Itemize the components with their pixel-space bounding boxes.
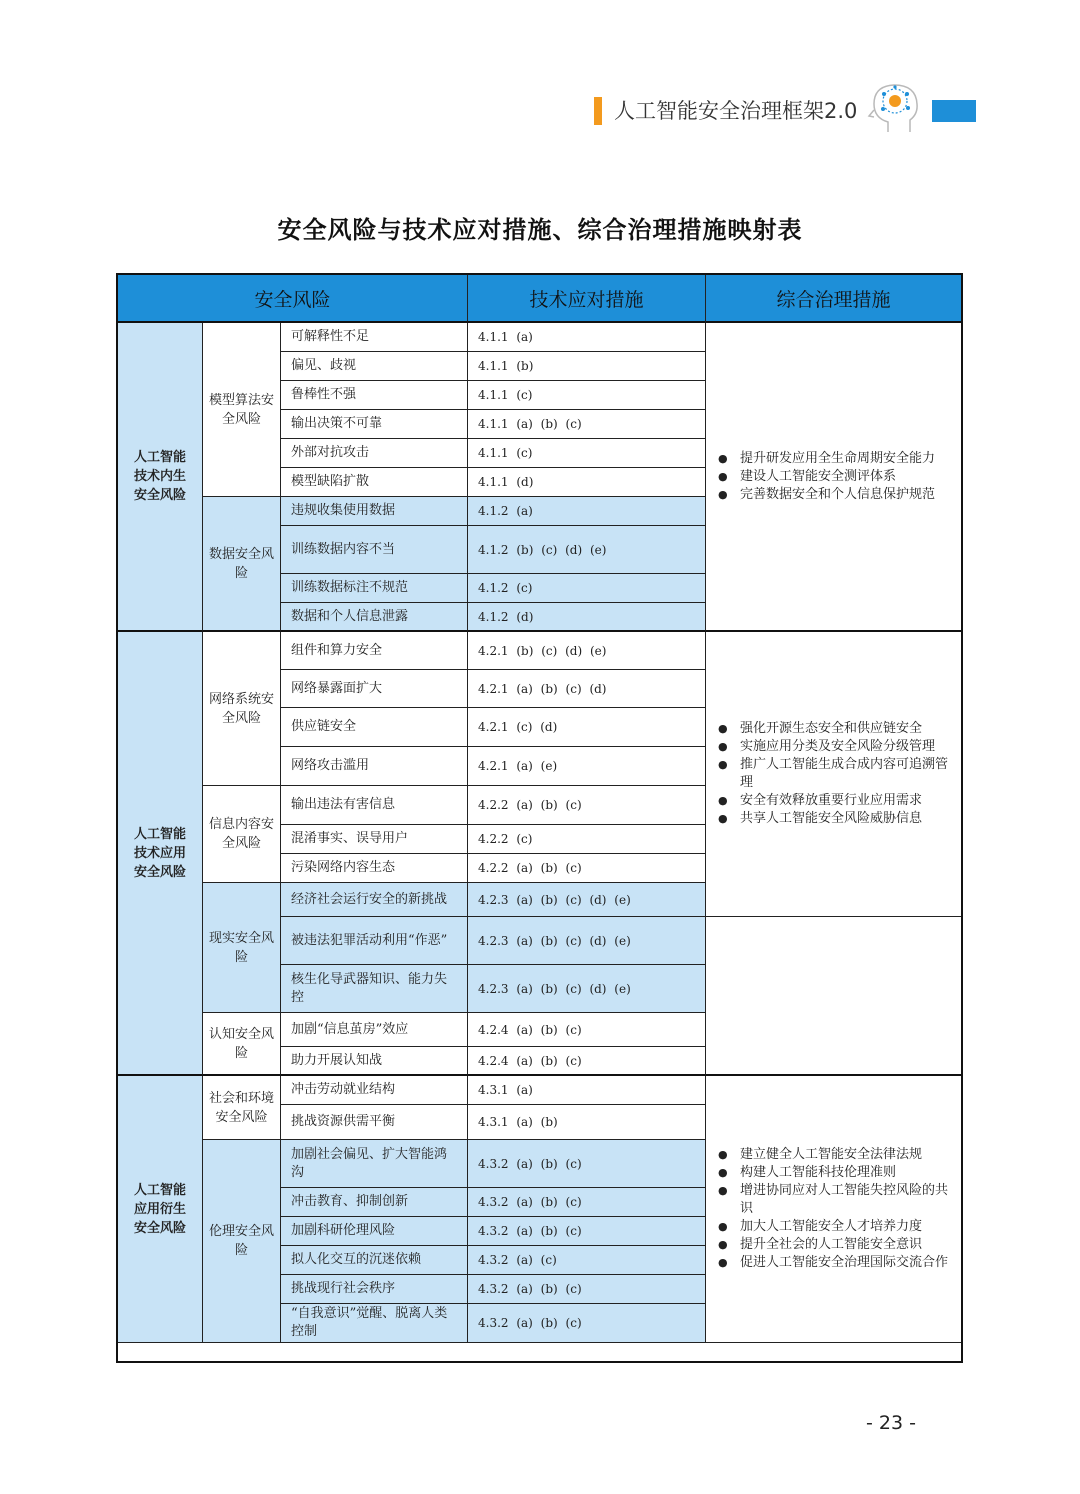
- measure-cell: 4.2.3 (a) (b) (c) (d) (e): [468, 917, 706, 965]
- governance-list: [718, 1146, 955, 1272]
- measure-cell: 4.3.2 (a) (b) (c): [468, 1188, 706, 1217]
- governance-item: ● 促进人工智能安全治理国际交流合作: [718, 1254, 955, 1272]
- mapping-table: [116, 273, 963, 1363]
- column-header-risk: 安全风险: [118, 275, 468, 323]
- governance-item: ● 增进协同应对人工智能失控风险的共识: [718, 1182, 955, 1218]
- category-cell: 人工智能技术应用安全风险: [118, 632, 203, 1076]
- document-title: 安全风险与技术应对措施、综合治理措施映射表: [277, 216, 803, 244]
- measure-cell: 4.1.1 (a) (b) (c): [468, 410, 706, 439]
- subcategory-cell: 模型算法安全风险: [203, 323, 281, 497]
- measure-cell: 4.3.2 (a) (b) (c): [468, 1304, 706, 1343]
- measure-cell: 4.2.2 (c): [468, 825, 706, 854]
- governance-item: ● 共享人工智能安全风险威胁信息: [718, 810, 955, 828]
- risk-cell: 被违法犯罪活动利用“作恶”: [281, 917, 468, 965]
- risk-cell: 组件和算力安全: [281, 632, 468, 670]
- measure-cell: 4.3.2 (a) (b) (c): [468, 1217, 706, 1246]
- header-blue-block: [932, 100, 976, 122]
- risk-cell: 冲击劳动就业结构: [281, 1076, 468, 1105]
- governance-item: ● 构建人工智能科技伦理准则: [718, 1164, 955, 1182]
- risk-cell: 网络攻击滥用: [281, 747, 468, 786]
- risk-cell: 拟人化交互的沉迷依赖: [281, 1246, 468, 1275]
- column-header-tech-measures: 技术应对措施: [468, 275, 706, 323]
- measure-cell: 4.3.1 (a): [468, 1076, 706, 1105]
- risk-cell: 污染网络内容生态: [281, 854, 468, 883]
- brain-head-icon: [866, 80, 924, 136]
- subcategory-cell: 社会和环境安全风险: [203, 1076, 281, 1140]
- measure-cell: 4.2.2 (a) (b) (c): [468, 786, 706, 825]
- governance-item: ● 提升研发应用全生命周期安全能力: [718, 450, 935, 468]
- measure-cell: 4.3.2 (a) (c): [468, 1246, 706, 1275]
- measure-cell: 4.1.1 (d): [468, 468, 706, 497]
- measure-cell: 4.2.1 (c) (d): [468, 708, 706, 747]
- subcategory-cell: 信息内容安全风险: [203, 786, 281, 883]
- governance-item: ● 实施应用分类及安全风险分级管理: [718, 738, 955, 756]
- risk-cell: 加剧科研伦理风险: [281, 1217, 468, 1246]
- measure-cell: 4.3.1 (a) (b): [468, 1105, 706, 1140]
- governance-list: [718, 450, 935, 504]
- risk-cell: 挑战资源供需平衡: [281, 1105, 468, 1140]
- risk-cell: 违规收集使用数据: [281, 497, 468, 526]
- subcategory-cell: 伦理安全风险: [203, 1140, 281, 1343]
- risk-cell: 偏见、歧视: [281, 352, 468, 381]
- measure-cell: 4.1.1 (b): [468, 352, 706, 381]
- risk-cell: 冲击教育、抑制创新: [281, 1188, 468, 1217]
- measure-cell: 4.2.3 (a) (b) (c) (d) (e): [468, 965, 706, 1013]
- risk-cell: 可解释性不足: [281, 323, 468, 352]
- measure-cell: 4.2.4 (a) (b) (c): [468, 1047, 706, 1076]
- risk-cell: 外部对抗攻击: [281, 439, 468, 468]
- subcategory-cell: 认知安全风险: [203, 1013, 281, 1076]
- governance-cell: [706, 1076, 961, 1343]
- column-header-governance: 综合治理措施: [706, 275, 961, 323]
- page-number: - 23 -: [866, 1412, 916, 1434]
- governance-cell: [706, 323, 961, 632]
- risk-cell: 鲁棒性不强: [281, 381, 468, 410]
- governance-item: ● 建立健全人工智能安全法律法规: [718, 1146, 955, 1164]
- risk-cell: 加剧社会偏见、扩大智能鸿沟: [281, 1140, 468, 1188]
- header-title: 人工智能安全治理框架2.0: [614, 99, 858, 123]
- governance-item: ● 强化开源生态安全和供应链安全: [718, 720, 955, 738]
- risk-cell: 训练数据内容不当: [281, 526, 468, 574]
- governance-item: ● 加大人工智能安全人才培养力度: [718, 1218, 955, 1236]
- subcategory-cell: 网络系统安全风险: [203, 632, 281, 786]
- risk-cell: 挑战现行社会秩序: [281, 1275, 468, 1304]
- risk-cell: “自我意识”觉醒、脱离人类控制: [281, 1304, 468, 1343]
- measure-cell: 4.3.2 (a) (b) (c): [468, 1140, 706, 1188]
- measure-cell: 4.2.1 (a) (e): [468, 747, 706, 786]
- measure-cell: 4.2.4 (a) (b) (c): [468, 1013, 706, 1047]
- measure-cell: 4.1.1 (c): [468, 381, 706, 410]
- governance-list: [718, 720, 955, 828]
- risk-cell: 混淆事实、误导用户: [281, 825, 468, 854]
- governance-item: ● 推广人工智能生成合成内容可追溯管理: [718, 756, 955, 792]
- risk-cell: 模型缺陷扩散: [281, 468, 468, 497]
- measure-cell: 4.3.2 (a) (b) (c): [468, 1275, 706, 1304]
- header-accent-bar: [594, 97, 602, 125]
- governance-cell: [706, 632, 961, 917]
- subcategory-cell: 数据安全风险: [203, 497, 281, 632]
- measure-cell: 4.1.1 (a): [468, 323, 706, 352]
- measure-cell: 4.1.1 (c): [468, 439, 706, 468]
- risk-cell: 加剧“信息茧房”效应: [281, 1013, 468, 1047]
- governance-item: ● 建设人工智能安全测评体系: [718, 468, 935, 486]
- governance-cell: [706, 917, 961, 1076]
- subcategory-cell: 现实安全风险: [203, 883, 281, 1013]
- risk-cell: 核生化导武器知识、能力失控: [281, 965, 468, 1013]
- measure-cell: 4.2.1 (b) (c) (d) (e): [468, 632, 706, 670]
- risk-cell: 输出决策不可靠: [281, 410, 468, 439]
- measure-cell: 4.1.2 (a): [468, 497, 706, 526]
- measure-cell: 4.2.3 (a) (b) (c) (d) (e): [468, 883, 706, 917]
- governance-item: ● 完善数据安全和个人信息保护规范: [718, 486, 935, 504]
- governance-item: ● 提升全社会的人工智能安全意识: [718, 1236, 955, 1254]
- measure-cell: 4.1.2 (b) (c) (d) (e): [468, 526, 706, 574]
- category-cell: 人工智能应用衍生安全风险: [118, 1076, 203, 1343]
- risk-cell: 数据和个人信息泄露: [281, 603, 468, 632]
- measure-cell: 4.2.2 (a) (b) (c): [468, 854, 706, 883]
- category-cell: 人工智能技术内生安全风险: [118, 323, 203, 632]
- risk-cell: 训练数据标注不规范: [281, 574, 468, 603]
- risk-cell: 网络暴露面扩大: [281, 670, 468, 708]
- governance-item: ● 安全有效释放重要行业应用需求: [718, 792, 955, 810]
- risk-cell: 供应链安全: [281, 708, 468, 747]
- risk-cell: 经济社会运行安全的新挑战: [281, 883, 468, 917]
- measure-cell: 4.2.1 (a) (b) (c) (d): [468, 670, 706, 708]
- measure-cell: 4.1.2 (d): [468, 603, 706, 632]
- risk-cell: 助力开展认知战: [281, 1047, 468, 1076]
- risk-cell: 输出违法有害信息: [281, 786, 468, 825]
- measure-cell: 4.1.2 (c): [468, 574, 706, 603]
